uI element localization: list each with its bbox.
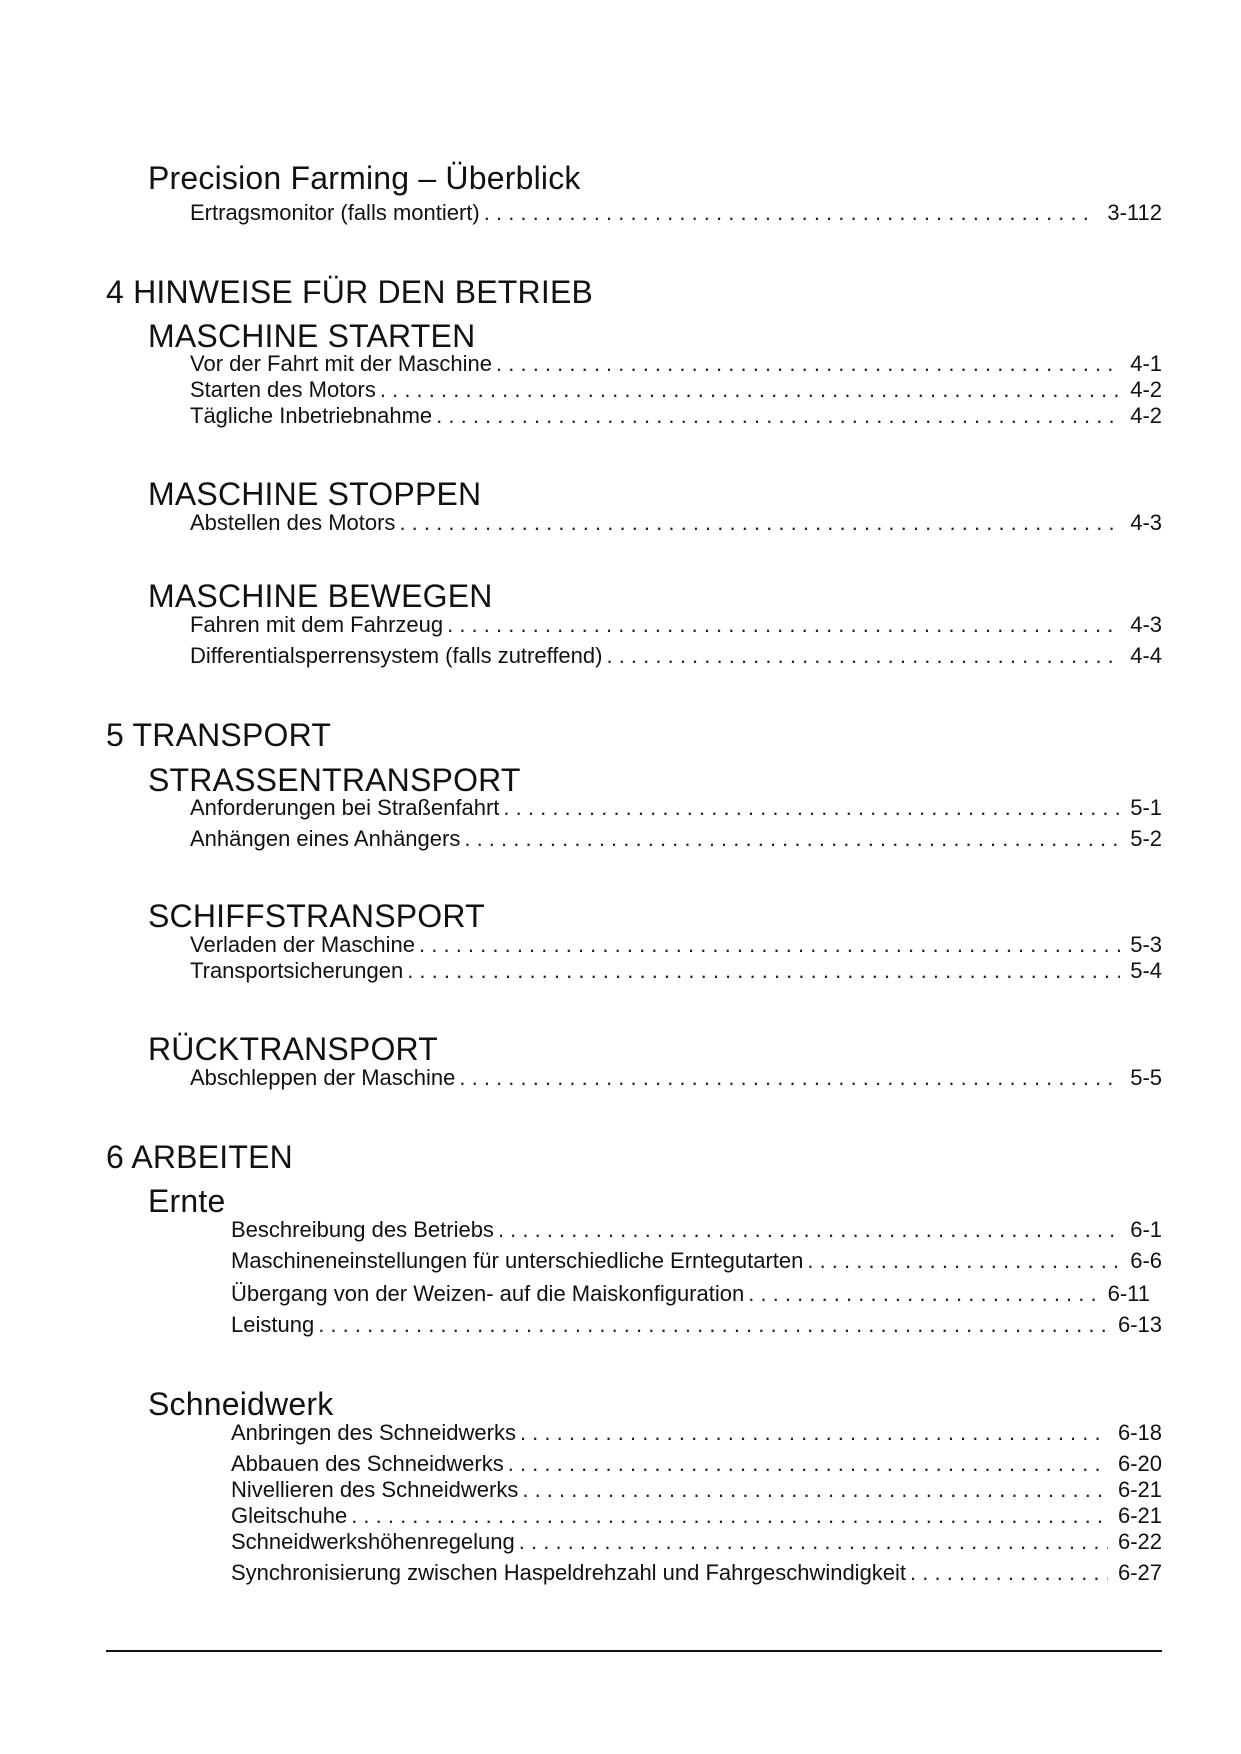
toc-entry-page: 3-112: [1107, 200, 1162, 225]
leader-dots: [447, 612, 1120, 638]
toc-entry-label: Anhängen eines Anhängers: [190, 826, 461, 851]
leader-dots: [407, 958, 1120, 984]
footer-rule: [106, 1650, 1162, 1652]
toc-entry-label: Starten des Motors: [190, 377, 376, 402]
toc-entry-page: 4-4: [1130, 643, 1162, 668]
toc-entry-label: Differentialsperrensystem (falls zutreffend): [190, 643, 603, 668]
toc-entry[interactable]: [190, 643, 1162, 669]
toc-entry-page: 5-2: [1130, 826, 1162, 851]
toc-entry-label: Abstellen des Motors: [190, 510, 396, 535]
toc-entry-page: 5-5: [1130, 1065, 1162, 1090]
section-title: Schneidwerk: [148, 1386, 334, 1422]
leader-dots: [498, 1217, 1120, 1243]
toc-entry-label: Fahren mit dem Fahrzeug: [190, 612, 444, 637]
toc-entry[interactable]: [231, 1217, 1162, 1243]
toc-entry-page: 5-3: [1130, 932, 1162, 957]
toc-entry-page: 4-2: [1130, 377, 1162, 402]
toc-entry[interactable]: [190, 200, 1162, 226]
toc-entry-page: 6-13: [1117, 1312, 1162, 1337]
toc-entry[interactable]: [231, 1248, 1162, 1274]
section-title: MASCHINE STARTEN: [148, 318, 476, 354]
toc-entry-page: 6-11: [1107, 1281, 1150, 1306]
leader-dots: [419, 932, 1120, 958]
toc-entry[interactable]: [190, 403, 1162, 429]
leader-dots: [520, 1420, 1108, 1446]
toc-entry-page: 6-21: [1117, 1503, 1162, 1528]
toc-entry[interactable]: [231, 1560, 1162, 1586]
toc-entry-page: 4-1: [1130, 351, 1162, 376]
toc-entry-label: Ertragsmonitor (falls montiert): [190, 200, 480, 225]
toc-entry[interactable]: [190, 795, 1162, 821]
toc-entry-label: Beschreibung des Betriebs: [231, 1217, 494, 1242]
section-title: Ernte: [148, 1183, 226, 1219]
toc-entry-label: Vor der Fahrt mit der Maschine: [190, 351, 493, 376]
leader-dots: [748, 1281, 1097, 1307]
toc-entry[interactable]: [231, 1477, 1162, 1503]
toc-entry[interactable]: [190, 826, 1162, 852]
leader-dots: [380, 377, 1120, 403]
toc-entry-page: 4-3: [1130, 612, 1162, 637]
toc-entry[interactable]: [231, 1529, 1162, 1555]
leader-dots: [496, 351, 1120, 377]
toc-entry-label: Abschleppen der Maschine: [190, 1065, 456, 1090]
toc-entry-label: Nivellieren des Schneidwerks: [231, 1477, 519, 1502]
toc-entry-page: 6-27: [1117, 1560, 1162, 1585]
toc-entry-page: 6-18: [1117, 1420, 1162, 1445]
toc-entry[interactable]: [190, 351, 1162, 377]
toc-entry[interactable]: [190, 377, 1162, 403]
toc-entry[interactable]: [231, 1281, 1150, 1307]
leader-dots: [318, 1312, 1108, 1338]
section-title: Precision Farming – Überblick: [148, 160, 581, 196]
toc-entry-page: 4-3: [1130, 510, 1162, 535]
section-title: STRASSENTRANSPORT: [148, 762, 521, 798]
section-title: MASCHINE BEWEGEN: [148, 578, 493, 614]
toc-entry-page: 6-22: [1117, 1529, 1162, 1554]
leader-dots: [606, 643, 1120, 669]
leader-dots: [484, 200, 1098, 226]
leader-dots: [436, 403, 1120, 429]
toc-entry-page: 6-20: [1117, 1451, 1162, 1476]
chapter-title: 4 HINWEISE FÜR DEN BETRIEB: [106, 274, 594, 310]
toc-entry-page: 6-1: [1130, 1217, 1162, 1242]
leader-dots: [522, 1477, 1108, 1503]
section-title: SCHIFFSTRANSPORT: [148, 898, 485, 934]
toc-entry[interactable]: [231, 1312, 1162, 1338]
toc-entry[interactable]: [190, 932, 1162, 958]
toc-entry-label: Transportsicherungen: [190, 958, 404, 983]
toc-entry[interactable]: [190, 612, 1162, 638]
toc-entry-page: 6-21: [1117, 1477, 1162, 1502]
leader-dots: [807, 1248, 1120, 1274]
toc-entry-page: 4-2: [1130, 403, 1162, 428]
section-title: RÜCKTRANSPORT: [148, 1031, 439, 1067]
leader-dots: [459, 1065, 1120, 1091]
leader-dots: [464, 826, 1120, 852]
leader-dots: [910, 1560, 1108, 1586]
toc-entry-label: Anforderungen bei Straßenfahrt: [190, 795, 500, 820]
section-title: MASCHINE STOPPEN: [148, 476, 482, 512]
toc-entry-label: Schneidwerkshöhenregelung: [231, 1529, 515, 1554]
toc-entry-label: Abbauen des Schneidwerks: [231, 1451, 504, 1476]
chapter-title: 6 ARBEITEN: [106, 1139, 293, 1175]
leader-dots: [503, 795, 1120, 821]
toc-entry-label: Maschineneinstellungen für unterschiedliche Erntegutarten: [231, 1248, 804, 1273]
toc-entry-label: Leistung: [231, 1312, 315, 1337]
leader-dots: [351, 1503, 1108, 1529]
leader-dots: [519, 1529, 1108, 1555]
toc-entry-label: Verladen der Maschine: [190, 932, 416, 957]
leader-dots: [508, 1451, 1108, 1477]
toc-entry[interactable]: [231, 1503, 1162, 1529]
toc-entry[interactable]: [190, 510, 1162, 536]
toc-entry[interactable]: [190, 1065, 1162, 1091]
toc-entry[interactable]: [231, 1420, 1162, 1446]
toc-entry-label: Anbringen des Schneidwerks: [231, 1420, 516, 1445]
toc-entry[interactable]: [231, 1451, 1162, 1477]
leader-dots: [399, 510, 1120, 536]
chapter-title: 5 TRANSPORT: [106, 717, 332, 753]
toc-entry-label: Synchronisierung zwischen Haspeldrehzahl und Fahrgeschwindigkeit: [231, 1560, 907, 1585]
toc-entry[interactable]: [190, 958, 1162, 984]
toc-entry-page: 6-6: [1130, 1248, 1162, 1273]
toc-entry-label: Gleitschuhe: [231, 1503, 348, 1528]
toc-entry-page: 5-4: [1130, 958, 1162, 983]
toc-entry-label: Tägliche Inbetriebnahme: [190, 403, 433, 428]
toc-entry-page: 5-1: [1130, 795, 1162, 820]
toc-entry-label: Übergang von der Weizen- auf die Maiskonfiguration: [231, 1281, 745, 1306]
